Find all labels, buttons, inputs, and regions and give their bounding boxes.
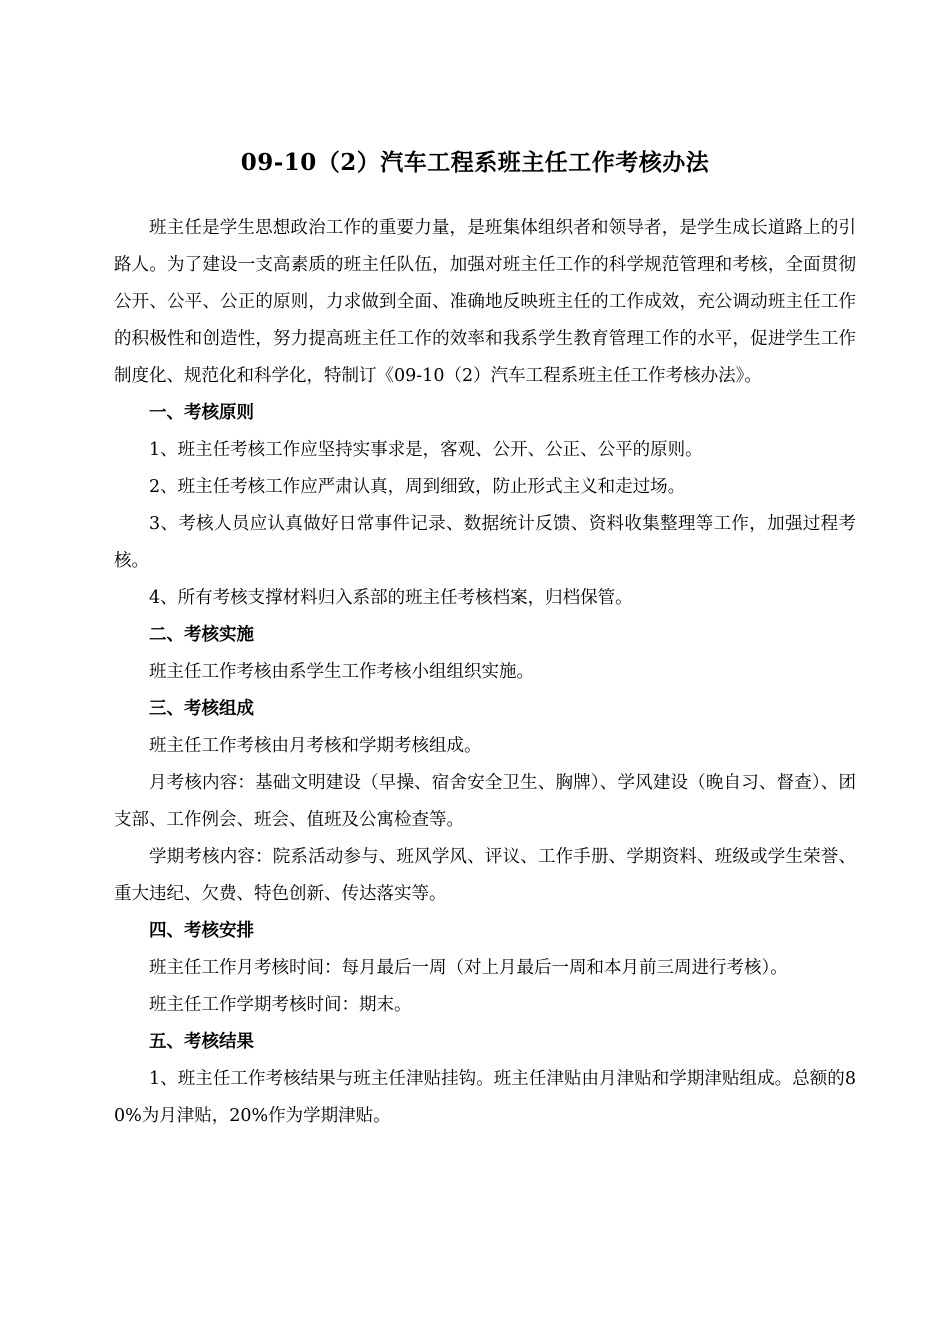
intro-paragraph: 班主任是学生思想政治工作的重要力量，是班集体组织者和领导者，是学生成长道路上的引路人。为了建设一支高素质的班主任队伍，加强对班主任工作的科学规范管理和考核，全面贯彻公开、公平、公正的原则，力求做到全面、准确地反映班主任的工作成效，充公调动班主任工作的积极性和创造性，努力提高班主任工作的效率和我系学生教育管理工作的水平，促进学生工作制度化、规范化和科学化，特制订《09-10（2）汽车工程系班主任工作考核办法》。 [114,218,856,386]
composition-paragraph: 班主任工作考核由月考核和学期考核组成。 [149,736,482,756]
section-heading-schedule: 四、考核安排 [149,921,254,941]
document-title: 09-10（2）汽车工程系班主任工作考核办法 [240,149,710,176]
document-body [114,210,856,1135]
implementation-paragraph: 班主任工作考核由系学生工作考核小组组织实施。 [149,662,534,682]
section-heading-principles: 一、考核原则 [149,403,254,423]
monthly-content-paragraph: 月考核内容：基础文明建设（早操、宿舍安全卫生、胸牌）、学风建设（晚自习、督查）、团支部、工作例会、班会、值班及公寓检查等。 [114,773,856,830]
principle-item-2: 2、班主任考核工作应严肃认真，周到细致，防止形式主义和走过场。 [149,477,686,497]
section-heading-composition: 三、考核组成 [149,699,254,719]
results-item-1: 1、班主任工作考核结果与班主任津贴挂钩。班主任津贴由月津贴和学期津贴组成。总额的80%为月津贴，20%作为学期津贴。 [114,1069,856,1126]
principle-item-4: 4、所有考核支撑材料归入系部的班主任考核档案，归档保管。 [149,588,633,608]
principle-item-3: 3、考核人员应认真做好日常事件记录、数据统计反馈、资料收集整理等工作，加强过程考核。 [114,514,856,571]
monthly-schedule-paragraph: 班主任工作月考核时间：每月最后一周（对上月最后一周和本月前三周进行考核）。 [149,958,788,978]
semester-schedule-paragraph: 班主任工作学期考核时间：期末。 [149,995,412,1015]
section-heading-implementation: 二、考核实施 [149,625,254,645]
semester-content-paragraph: 学期考核内容：院系活动参与、班风学风、评议、工作手册、学期资料、班级或学生荣誉、重大违纪、欠费、特色创新、传达落实等。 [114,847,856,904]
section-heading-results: 五、考核结果 [149,1032,254,1052]
principle-item-1: 1、班主任考核工作应坚持实事求是，客观、公开、公正、公平的原则。 [149,440,703,460]
